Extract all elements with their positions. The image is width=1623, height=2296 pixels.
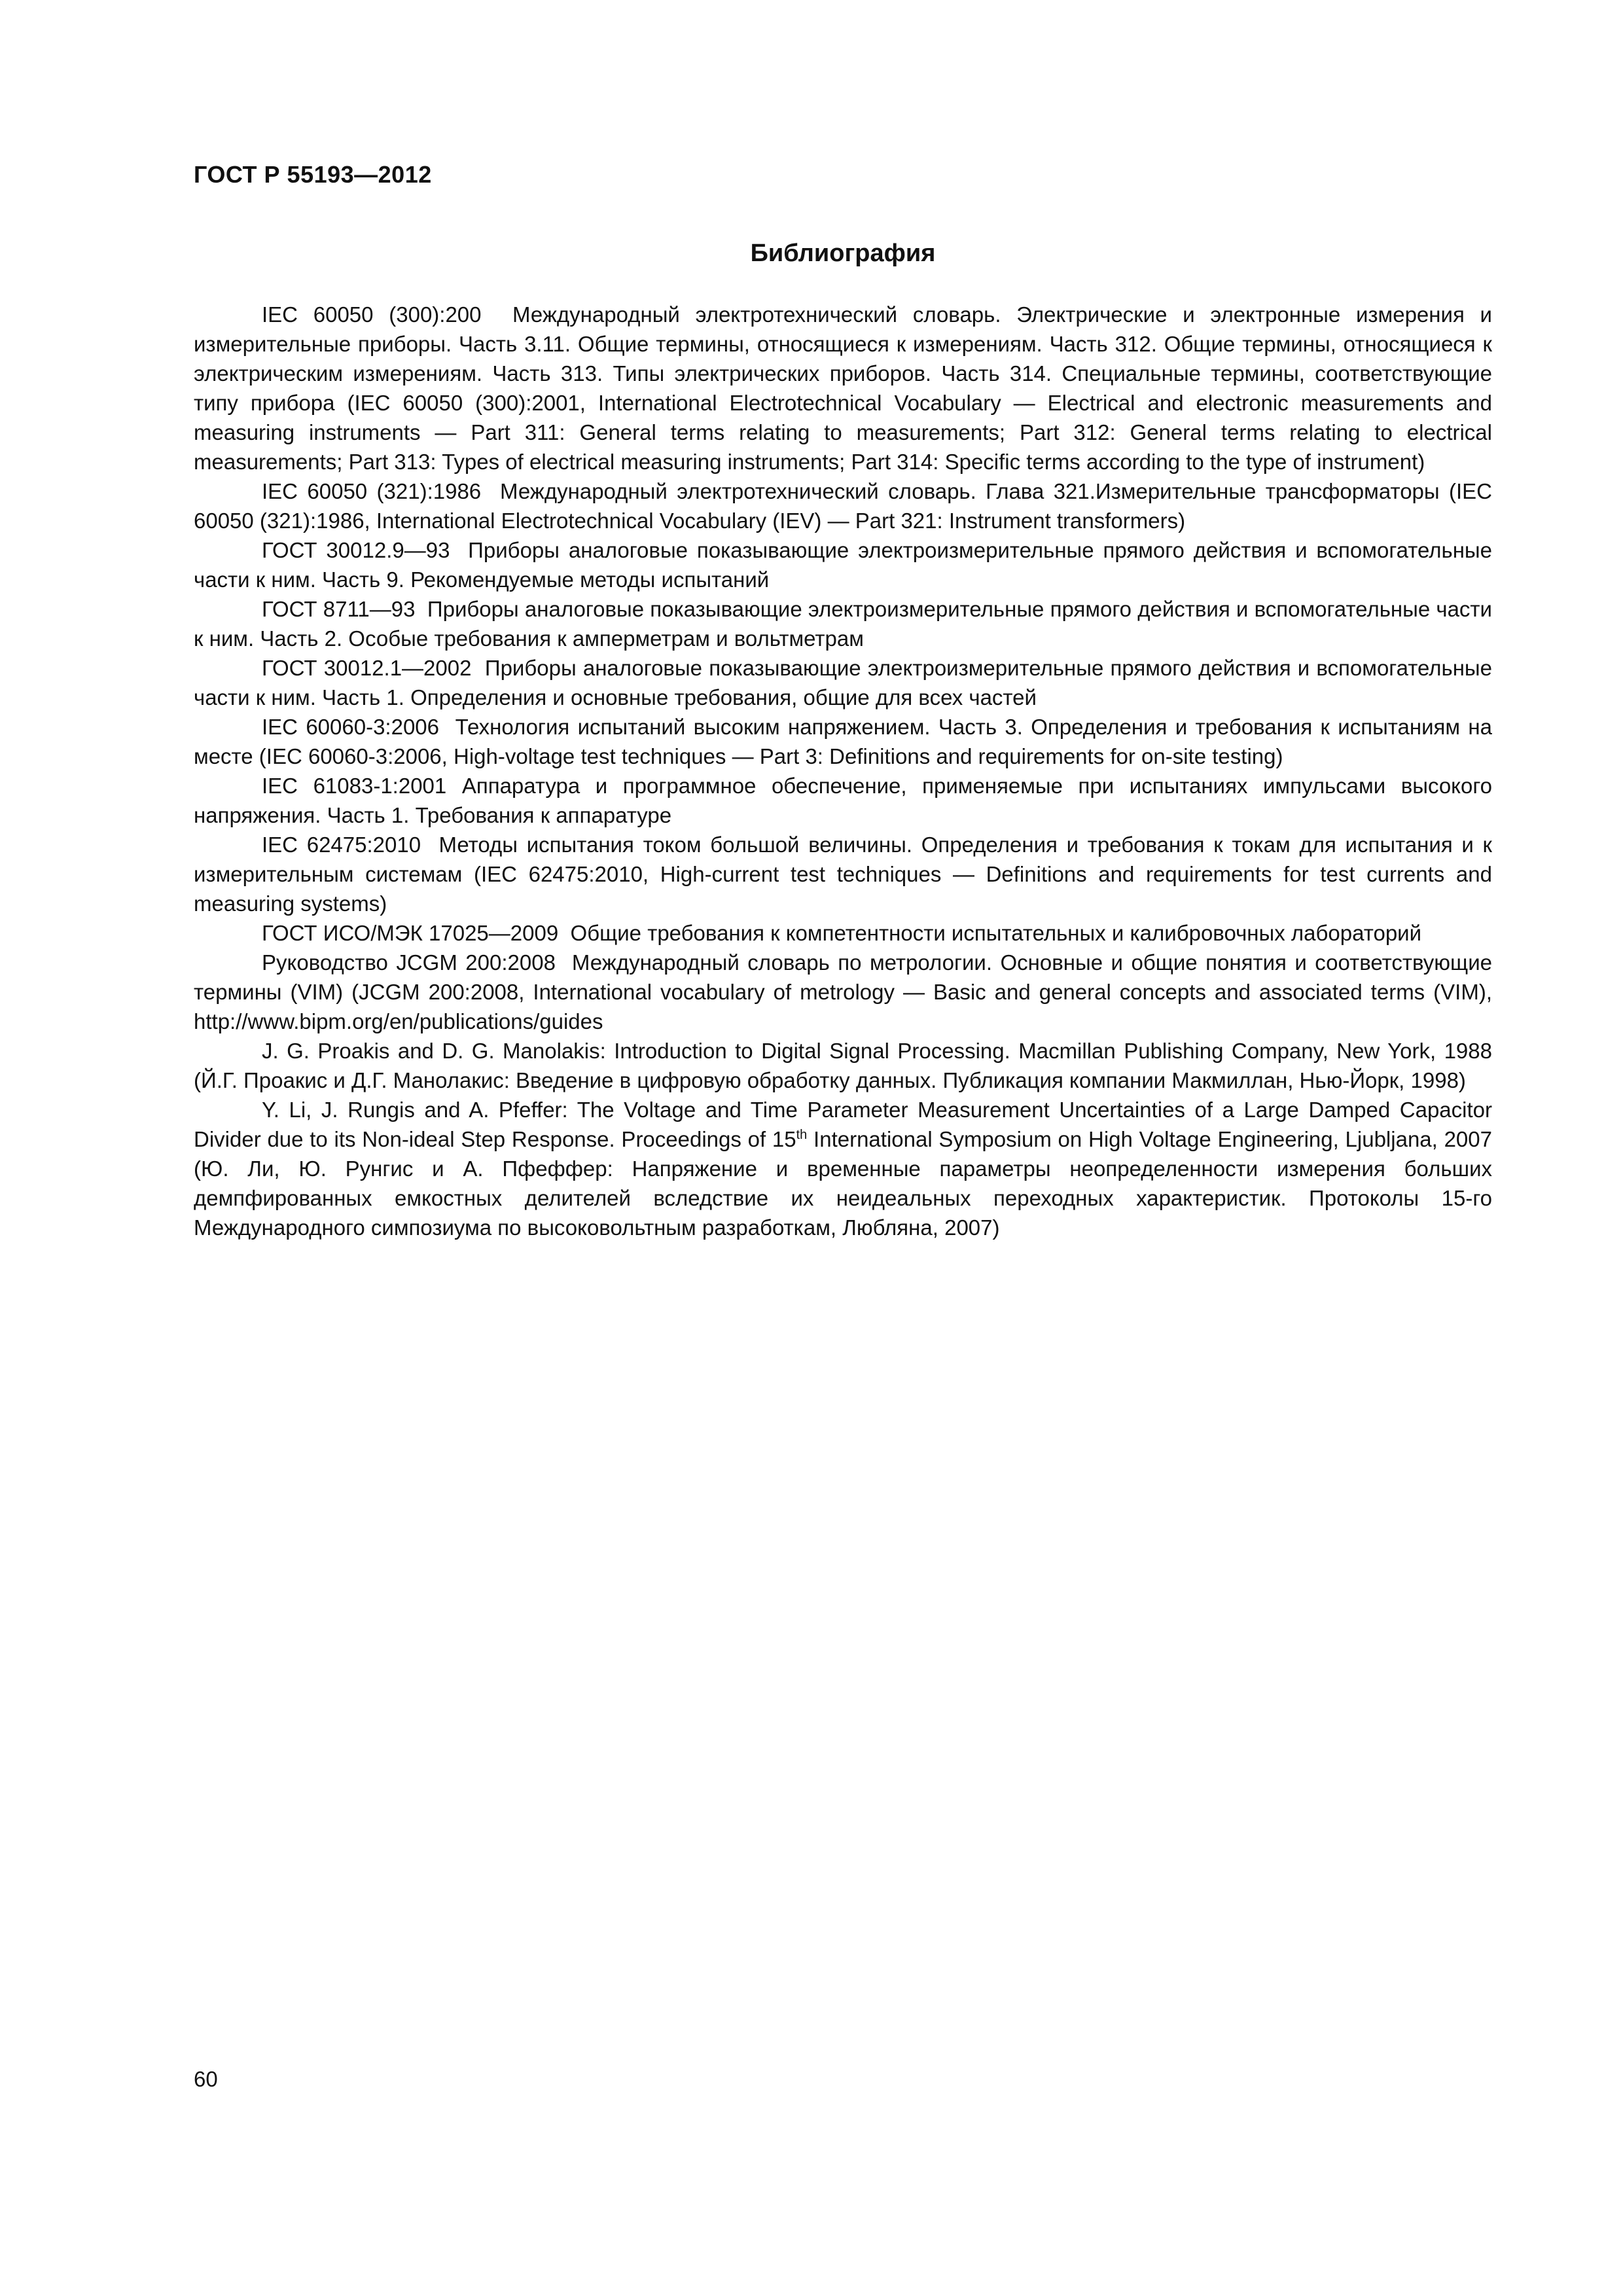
bibliography-entry (194, 1095, 1492, 1242)
entry-code: ГОСТ 30012.9—93 (262, 538, 450, 562)
entry-text: Приборы аналоговые показывающие электроизмерительные прямого действия и вспомогательные части к ним. Часть 1. Определения и основные требования, общие для всех частей (194, 656, 1492, 709)
entry-code: Y. Li, J. Rungis and A. Pfeffer: (262, 1098, 568, 1122)
entry-code: ГОСТ 30012.1—2002 (262, 656, 472, 680)
page-number: 60 (194, 2067, 218, 2091)
bibliography-entry (194, 948, 1492, 1036)
entry-code: J. G. Proakis and D. G. Manolakis: (262, 1039, 606, 1063)
bibliography-entry (194, 594, 1492, 653)
bibliography-entry (194, 830, 1492, 918)
bibliography-entry (194, 918, 1492, 948)
section-title: Библиография (750, 240, 936, 267)
entry-text-part: International Symposium on High Voltage Engineering, Ljubljana, 2007 (Ю. Ли, Ю. Рунгис и А. Пфеффер: Напряжение и временные параметры неопределенности измерения больших демпфированных емкостных делителей вследствие их неидеальных переходных характеристик. Протоколы 15-го Международного симпозиума по высоковольтным разработкам, Любляна, 2007) (194, 1127, 1492, 1240)
entry-code: Руководство JCGM 200:2008 (262, 950, 556, 975)
bibliography-list (194, 300, 1492, 1242)
entry-text: Методы испытания током большой величины. Определения и требования к токам для испытания и к измерительным системам (IEC 62475:2010, High-current test techniques — Definitions and requirements for test currents and measuring systems) (194, 833, 1492, 916)
entry-text: Международный словарь по метрологии. Основные и общие понятия и соответствующие термины (VIM) (JCGM 200:2008, International vocabulary of metrology — Basic and general concepts and associated terms (VIM), http://www.bipm.org/en/publications/guides (194, 950, 1492, 1033)
entry-text: Технология испытаний высоким напряжением. Часть 3. Определения и требования к испытаниям на месте (IEC 60060-3:2006, High-voltage test techniques — Part 3: Definitions and requirements for on-site testing) (194, 715, 1492, 768)
superscript: th (796, 1128, 808, 1142)
bibliography-entry (194, 1036, 1492, 1095)
entry-code: IEC 61083-1:2001 (262, 774, 447, 798)
entry-text: Приборы аналоговые показывающие электроизмерительные прямого действия и вспомогательные части к ним. Часть 9. Рекомендуемые методы испытаний (194, 538, 1492, 592)
entry-text-part: The Voltage and Time Parameter Measurement Uncertainties of a Large Damped Capacitor Divider due to its Non-ideal Step Response. Proceedings of 15 (194, 1098, 1492, 1151)
entry-code: IEC 60060-3:2006 (262, 715, 440, 739)
document-header: ГОСТ Р 55193—2012 (194, 161, 432, 188)
entry-code: ГОСТ ИСО/МЭК 17025—2009 (262, 921, 559, 945)
entry-text: Общие требования к компетентности испытательных и калибровочных лабораторий (570, 921, 1422, 945)
entry-code: IEC 60050 (300):200 (262, 302, 482, 327)
bibliography-entry (194, 535, 1492, 594)
bibliography-entry (194, 653, 1492, 712)
bibliography-entry (194, 300, 1492, 476)
entry-text: Приборы аналоговые показывающие электроизмерительные прямого действия и вспомогательные части к ним. Часть 2. Особые требования к амперметрам и вольтметрам (194, 597, 1492, 651)
entry-code: ГОСТ 8711—93 (262, 597, 416, 621)
entry-text: Международный электротехнический словарь. Глава 321.Измерительные трансформаторы (IEC 60050 (321):1986, International Electrotechnical Vocabulary (IEV) — Part 321: Instrument transformers) (194, 479, 1493, 533)
bibliography-entry (194, 476, 1492, 535)
entry-code: IEC 62475:2010 (262, 833, 421, 857)
entry-text: Introduction to Digital Signal Processing. Macmillan Publishing Company, New York, 1988 (Й.Г. Проакис и Д.Г. Манолакис: Введение в цифровую обработку данных. Публикация компании Макмиллан, Нью-Йорк, 1998) (194, 1039, 1492, 1092)
bibliography-entry (194, 771, 1492, 830)
entry-text: Аппаратура и программное обеспечение, применяемые при испытаниях импульсами высокого напряжения. Часть 1. Требования к аппаратуре (194, 774, 1493, 827)
entry-code: IEC 60050 (321):1986 (262, 479, 482, 503)
bibliography-entry (194, 712, 1492, 771)
entry-text: Международный электротехнический словарь. Электрические и электронные измерения и измерительные приборы. Часть 3.11. Общие термины, относящиеся к измерениям. Часть 312. Общие термины, относящиеся к электрическим измерениям. Часть 313. Типы электрических приборов. Часть 314. Специальные термины, соответствующие типу прибора (IEC 60050 (300):2001, International Electrotechnical Vocabulary — Electrical and electronic measurements and measuring instruments — Part 311: General terms relating to measurements; Part 312: General terms relating to electrical measurements; Part 313: Types of electrical measuring instruments; Part 314: Specific terms according to the type of instrument) (194, 302, 1492, 474)
